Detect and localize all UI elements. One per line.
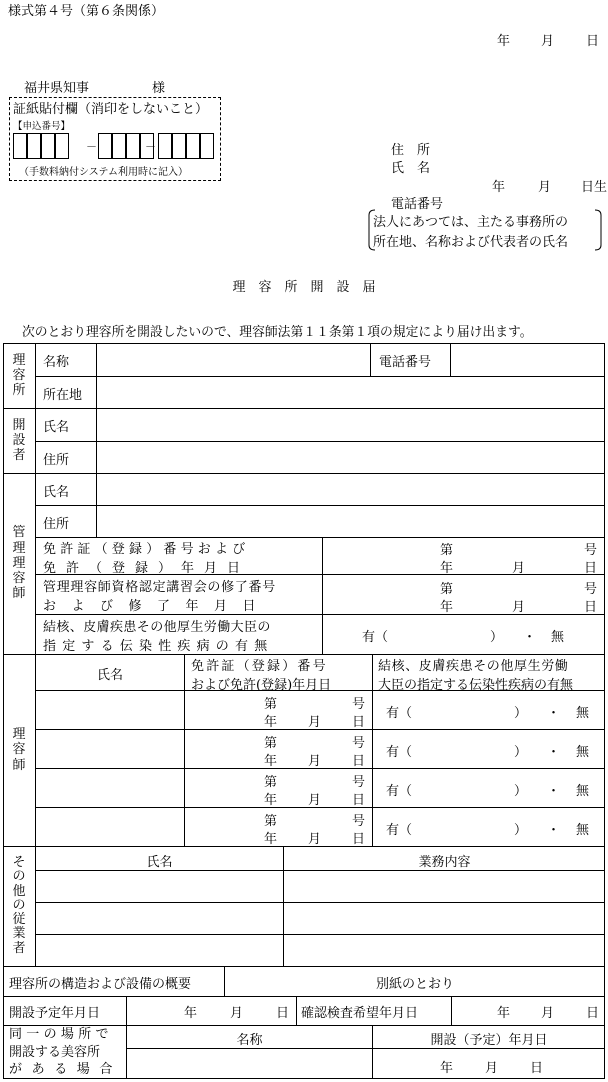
inspection-month: 月 <box>541 1006 555 1021</box>
barber-1-go: 号 <box>352 697 366 712</box>
barbershop-location-field[interactable] <box>97 377 604 408</box>
barbershop-phone-label: 電話番号 <box>379 355 432 370</box>
barber-4-disease-close: ） <box>514 823 528 838</box>
opening-month: 月 <box>230 1006 244 1021</box>
opening-year: 年 <box>184 1006 198 1021</box>
manager-course-year: 年 <box>440 600 454 615</box>
addressee: 福井県知事 <box>24 81 90 96</box>
barber-1-disease-no[interactable]: 無 <box>576 706 590 721</box>
form-title: 理 容 所 開 設 届 <box>232 280 376 295</box>
other-1-name-field[interactable] <box>36 871 283 902</box>
barber-4-year: 年 <box>264 832 278 847</box>
inspection-year: 年 <box>497 1006 511 1021</box>
corp-note-line-1: 法人にあつては、主たる事務所の <box>373 215 569 230</box>
manager-disease-close: ） <box>490 630 504 645</box>
barber-2-year: 年 <box>264 754 278 769</box>
manager-name-label: 氏名 <box>43 485 70 500</box>
manager-disease-yes[interactable]: 有（ <box>362 630 389 645</box>
apply-number-digit-box[interactable] <box>172 133 186 159</box>
apply-number-digit-box[interactable] <box>112 133 126 159</box>
barbershop-name-label: 名称 <box>43 355 70 370</box>
facilities-value: 別紙のとおり <box>375 977 454 992</box>
apply-number-note: （手数料納付システム利用時に記入） <box>19 167 188 178</box>
manager-group-label: 管 理 理 容 師 <box>12 525 26 602</box>
manager-disease-dot: ・ <box>523 630 537 645</box>
salon-month: 月 <box>485 1061 499 1076</box>
salon-day: 日 <box>530 1061 544 1076</box>
other-3-duty-field[interactable] <box>284 935 604 966</box>
barber-2-disease-no[interactable]: 無 <box>576 745 590 760</box>
manager-address-label: 住所 <box>43 517 70 532</box>
manager-course-day: 日 <box>584 600 598 615</box>
others-group-label: そ の 他 の 従 業 者 <box>12 854 26 956</box>
manager-address-field[interactable] <box>97 506 604 537</box>
other-2-name-field[interactable] <box>36 903 283 934</box>
barber-2-go: 号 <box>352 736 366 751</box>
salon-year: 年 <box>440 1061 454 1076</box>
manager-license-year: 年 <box>440 561 454 576</box>
salon-name-field[interactable] <box>127 1049 372 1078</box>
manager-course-go: 号 <box>584 582 598 597</box>
barber-1-disease-close: ） <box>514 706 528 721</box>
other-1-duty-field[interactable] <box>284 871 604 902</box>
manager-name-field[interactable] <box>97 474 604 505</box>
addressee-suffix: 様 <box>152 81 166 96</box>
inspection-date-label: 確認検査希望年月日 <box>301 1006 419 1021</box>
barber-2-disease-close: ） <box>514 745 528 760</box>
barber-4-disease-yes[interactable]: 有（ <box>386 823 413 838</box>
founder-address-label: 住所 <box>43 453 70 468</box>
manager-license-month: 月 <box>512 561 526 576</box>
form-number: 様式第４号（第６条関係） <box>8 4 165 19</box>
others-col-name: 氏名 <box>146 855 173 870</box>
date-year: 年 <box>497 34 511 49</box>
corp-note-right-bracket <box>594 209 604 251</box>
manager-license-day: 日 <box>584 561 598 576</box>
manager-course-month: 月 <box>512 600 526 615</box>
barbers-col-name: 氏名 <box>96 668 123 683</box>
date-month: 月 <box>541 34 555 49</box>
founder-name-label: 氏名 <box>43 420 70 435</box>
barber-3-disease-close: ） <box>514 784 528 799</box>
apply-number-digit-box[interactable] <box>98 133 112 159</box>
founder-address-field[interactable] <box>97 442 604 473</box>
barber-2-name-field[interactable] <box>36 730 184 768</box>
barber-4-dai: 第 <box>264 814 278 829</box>
apply-number-digit-box[interactable] <box>41 133 55 159</box>
founder-group-label: 開 設 者 <box>12 417 26 464</box>
salon-col-name: 名称 <box>236 1033 263 1048</box>
apply-number-digit-box[interactable] <box>200 133 214 159</box>
barbers-col-license: 免許証（登録）番号 および免許(登録)年月日 <box>191 659 332 693</box>
salon-col-date: 開設（予定）年月日 <box>430 1033 548 1048</box>
manager-license-label: 免許証（登録）番号および 免許（登録）年月日 <box>43 542 251 576</box>
apply-number-label: 【申込番号】 <box>13 121 71 132</box>
barber-4-month: 月 <box>308 832 322 847</box>
barber-2-month: 月 <box>308 754 322 769</box>
inspection-day: 日 <box>586 1006 600 1021</box>
founder-name-field[interactable] <box>97 409 604 441</box>
applicant-address-label: 住 所 <box>391 143 431 158</box>
barber-3-month: 月 <box>308 793 322 808</box>
manager-course-label: 管理理容師資格認定講習会の修了番号 および修了年月日 <box>43 580 276 614</box>
barbershop-phone-field[interactable] <box>451 344 604 375</box>
intro-text: 次のとおり理容所を開設したいので、理容師法第１１条第１項の規定により届け出ます。 <box>22 325 533 340</box>
barbers-group-label: 理 容 師 <box>12 727 26 773</box>
others-col-duty: 業務内容 <box>418 855 471 870</box>
facilities-label: 理容所の構造および設備の概要 <box>9 977 192 992</box>
barber-4-disease-no[interactable]: 無 <box>576 823 590 838</box>
barber-3-year: 年 <box>264 793 278 808</box>
manager-license-go: 号 <box>584 543 598 558</box>
opening-day: 日 <box>276 1006 290 1021</box>
birth-day: 日生 <box>581 180 608 195</box>
corp-note-line-2: 所在地、名称および代表者の氏名 <box>373 235 569 250</box>
barber-2-day: 日 <box>352 754 366 769</box>
birth-month: 月 <box>538 180 552 195</box>
barber-2-disease-yes[interactable]: 有（ <box>386 745 413 760</box>
apply-number-digit-box[interactable] <box>126 133 140 159</box>
barber-1-year: 年 <box>264 715 278 730</box>
barber-3-dai: 第 <box>264 775 278 790</box>
barber-3-disease-yes[interactable]: 有（ <box>386 784 413 799</box>
date-day: 日 <box>586 34 600 49</box>
barber-2-disease-dot: ・ <box>547 745 561 760</box>
manager-license-dai: 第 <box>440 543 454 558</box>
manager-course-dai: 第 <box>440 582 454 597</box>
barber-4-go: 号 <box>352 814 366 829</box>
barber-3-disease-no[interactable]: 無 <box>576 784 590 799</box>
apply-number-dash-2: － <box>145 140 156 153</box>
manager-disease-no[interactable]: 無 <box>551 630 565 645</box>
barber-4-day: 日 <box>352 832 366 847</box>
barber-3-disease-dot: ・ <box>547 784 561 799</box>
opening-date-label: 開設予定年月日 <box>9 1006 101 1021</box>
other-2-duty-field[interactable] <box>284 903 604 934</box>
apply-number-digit-box[interactable] <box>186 133 200 159</box>
barber-1-disease-dot: ・ <box>547 706 561 721</box>
apply-number-dash-1: － <box>86 140 97 153</box>
barbers-col-disease: 結核、皮膚疾患その他厚生労働 大臣の指定する伝染性疾病の有無 <box>378 659 574 693</box>
barber-4-disease-dot: ・ <box>547 823 561 838</box>
barber-1-day: 日 <box>352 715 366 730</box>
barber-3-day: 日 <box>352 793 366 808</box>
barbershop-group-label: 理 容 所 <box>12 352 26 399</box>
apply-number-digit-box[interactable] <box>158 133 172 159</box>
apply-number-digit-box[interactable] <box>13 133 27 159</box>
barber-3-name-field[interactable] <box>36 769 184 807</box>
birth-year: 年 <box>492 180 506 195</box>
other-3-name-field[interactable] <box>36 935 283 966</box>
barbershop-name-field[interactable] <box>97 344 369 375</box>
barber-4-name-field[interactable] <box>36 808 184 846</box>
barber-3-go: 号 <box>352 775 366 790</box>
barber-2-dai: 第 <box>264 736 278 751</box>
apply-number-digit-box[interactable] <box>55 133 69 159</box>
apply-number-digit-box[interactable] <box>27 133 41 159</box>
same-place-salon-label: 同一の場所で 開設する美容所 がある場合 <box>9 1027 123 1077</box>
barber-1-month: 月 <box>308 715 322 730</box>
applicant-name-label: 氏 名 <box>391 161 431 176</box>
barber-1-dai: 第 <box>264 697 278 712</box>
applicant-phone-label: 電話番号 <box>391 197 444 212</box>
barber-1-disease-yes[interactable]: 有（ <box>386 706 413 721</box>
barbershop-location-label: 所在地 <box>43 388 83 403</box>
barber-1-name-field[interactable] <box>36 691 184 729</box>
stamp-area-title: 証紙貼付欄（消印をしないこと） <box>13 102 209 117</box>
manager-disease-label: 結核、皮膚疾患その他厚生労働大臣の 指定する伝染性疾病の有無 <box>43 620 274 654</box>
